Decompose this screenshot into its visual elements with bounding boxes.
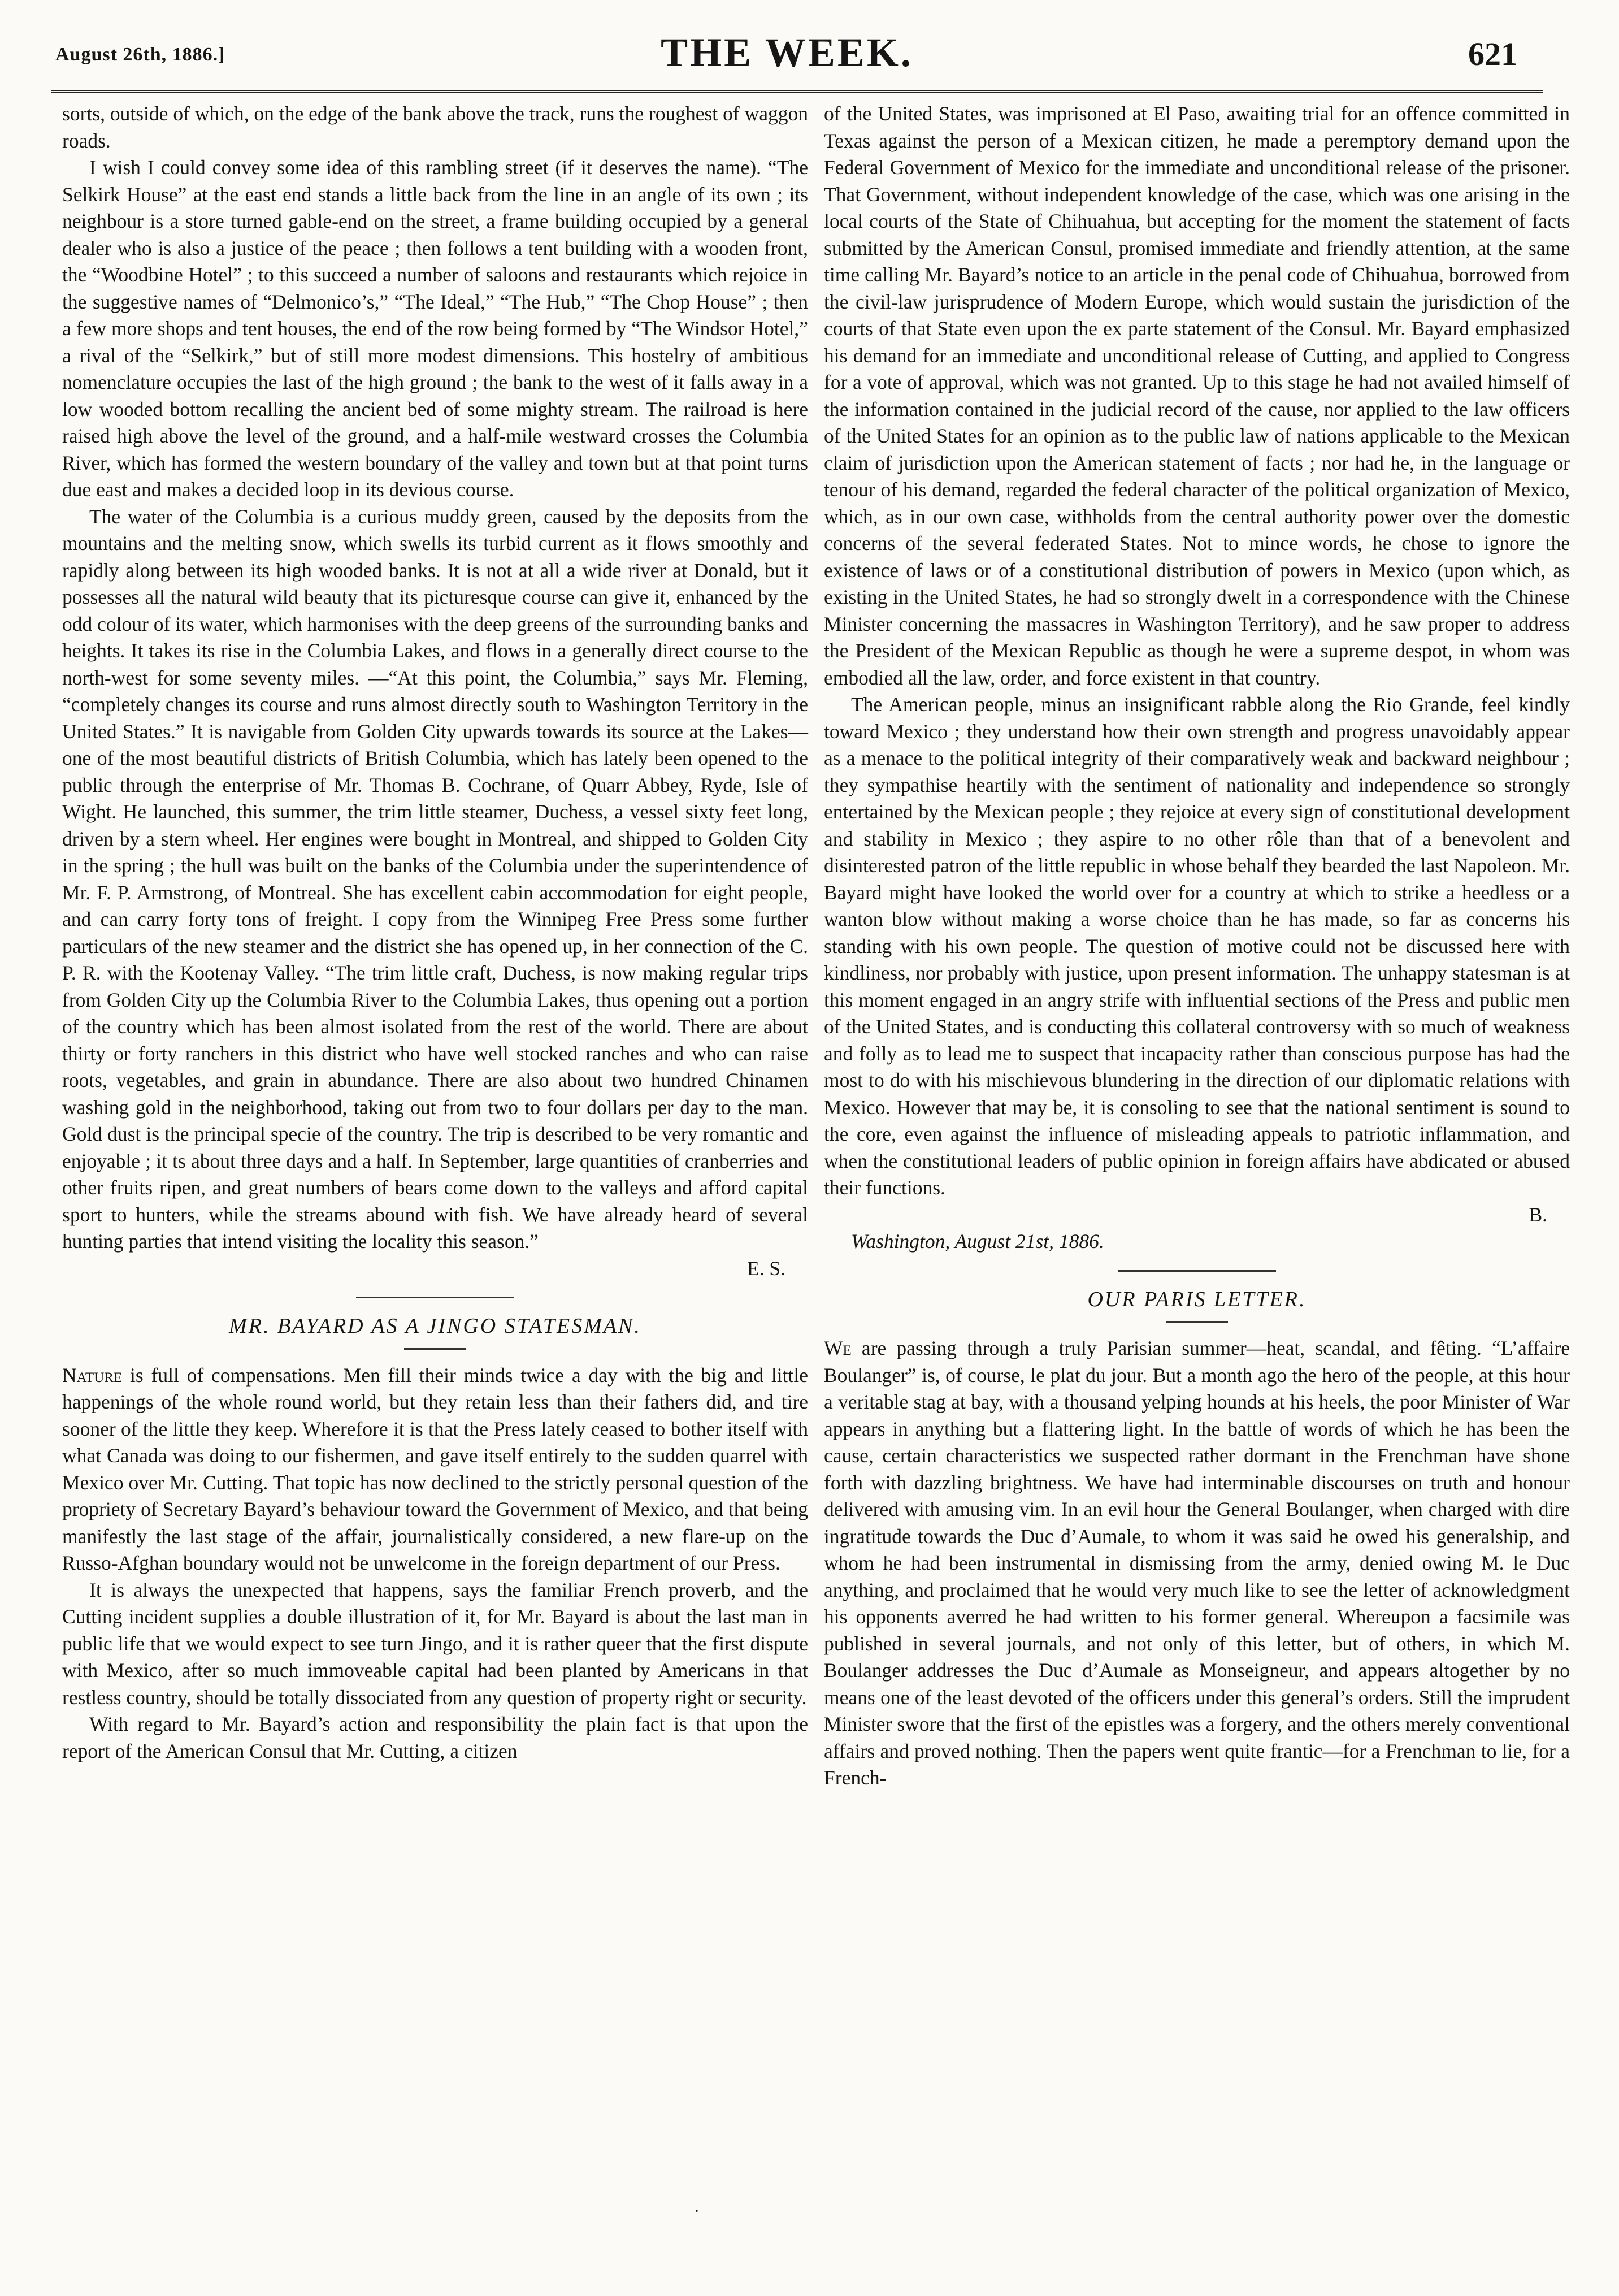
body-paragraph: I wish I could convey some idea of this rambling street (if it deserves the name). “The Selkirk House” at the east end stands a little back from the line in an angle of its own ; its neighbour is a store turned gable-end on the street, a frame building occupied by a general dealer who is also a justice of the peace ; then follows a tent building with a wooden front, the “Woodbine Hotel” ; to this succeed a number of saloons and restaurants which rejoice in the suggestive names of “Delmonico’s,” “The Ideal,” “The Hub,” “The Chop House” ; then a few more shops and tent houses, the end of the row being formed by “The Windsor Hotel,” a rival of the “Selkirk,” but of still more modest dimensions. This hostelry of ambitious nomenclature occupies the last of the high ground ; the bank to the west of it falls away in a low wooded bottom recalling the ancient bed of some mighty stream. The railroad is here raised high above the level of the ground, and a half-mile westward crosses the Columbia River, which has formed the western boundary of the valley and town but at that point turns due east and makes a decided loop in its devious course. xyxy=(62,156,808,501)
body-paragraph: The water of the Columbia is a curious muddy green, caused by the deposits from the mountains and the melting snow, which swells its turbid current as it flows smoothly and rapidly along between its high wooded banks. It is not at all a wide river at Donald, but it possesses all the natural wild beauty that its picturesque course can give it, enhanced by the odd colour of its water, which harmonises with the deep greens of the surrounding banks and heights. It takes its rise in the Columbia Lakes, and flows in a generally direct course to the north-west for some seventy miles. —“At this point, the Columbia,” says Mr. Fleming, “completely changes its course and runs almost directly south to Washington Territory in the United States.” It is navigable from Golden City upwards towards its source at the Lakes—one of the most beautiful districts of British Columbia, which has lately been opened to the public through the enterprise of Mr. Thomas B. Cochrane, of Quarr Abbey, Ryde, Isle of Wight. He launched, this summer, the trim little steamer, Duchess, a vessel sixty feet long, driven by a stern wheel. Her engines were bought in Montreal, and shipped to Golden City in the spring ; the hull was built on the banks of the Columbia under the superintendence of Mr. F. P. Armstrong, of Montreal. She has excellent cabin accommodation for eight people, and can carry forty tons of freight. I copy from the Winnipeg Free Press some further particulars of the new steamer and the district she has opened up, in her connection of the C. P. R. with the Kootenay Valley. “The trim little craft, Duchess, is now making regular trips from Golden City up the Columbia River to the Columbia Lakes, thus opening out a portion of the country which has been almost isolated from the rest of the world. There are about thirty or forty ranchers in this district who have well stocked ranches and who can raise roots, vegetables, and grain in abundance. There are also about two hundred Chinamen washing gold in the neighborhood, taking out from two to four dollars per day to the man. Gold dust is the principal specie of the country. The trip is described to be very romantic and enjoyable ; it ts about three days and a half. In September, large quantities of cranberries and other fruits ripen, and great numbers of bears come down to the valleys and afford capital sport to hunters, while the streams abound with fish. We have already heard of several hunting parties that intend visiting the locality this season.” xyxy=(62,505,808,1253)
header-rule xyxy=(51,90,1543,93)
article-signature: B. xyxy=(1529,1203,1547,1226)
body-paragraph xyxy=(62,1362,808,1577)
article-title: OUR PARIS LETTER. xyxy=(1087,1287,1307,1311)
printer-mark: · xyxy=(694,2202,700,2220)
title-rule xyxy=(1166,1321,1228,1323)
paragraph-text: is full of compensations. Men fill their minds twice a day with the big and little happenings of the whole round world, but they retain less than their fathers did, and tire sooner of the little they keep. Wherefore it is that the Press lately ceased to bother itself with what Canada was doing to our fishermen, and gave itself entirely to the sudden quarrel with Mexico over Mr. Cutting. That topic has now declined to the strictly personal question of the propriety of Secretary Bayard’s behaviour toward the Government of Mexico, and that being manifestly the last stage of the affair, journalistically considered, a new flare-up on the Russo-Afghan boundary would not be unwelcome in the foreign department of our Press. xyxy=(62,1363,808,1574)
body-paragraph: It is always the unexpected that happens, says the familiar French proverb, and the Cutting incident supplies a double illustration of it, for Mr. Bayard is about the last man in public life that we would expect to see turn Jingo, and it is rather queer that the first dispute with Mexico, after so much immoveable capital had been planted by Americans in that restless country, should be totally dissociated from any question of property right or security. xyxy=(62,1578,808,1709)
section-divider xyxy=(1118,1270,1276,1272)
body-paragraph xyxy=(824,1335,1570,1792)
paragraph-text: are passing through a truly Parisian summer—heat, scandal, and fêting. “L’affaire Boulanger” is, of course, le plat du jour. But a month ago the hero of the people, at this hour a veritable stag at bay, with a thousand yelping hounds at his heels, the poor Minister of War appears in anything but a flattering light. In the battle of words of which he has been the cause, certain characteristics we suspected rather dormant in the Frenchman have shone forth with dazzling brightness. We have had interminable discourses on truth and honour delivered with amusing vim. In an evil hour the General Boulanger, when charged with dire ingratitude towards the Duc d’Aumale, to whom it was said he owed his generalship, and whom he had been instrumental in dismissing from the army, denied owing M. le Duc anything, and proclaimed that he would very much like to see the letter of acknowledgment his opponents averred he had written to his former general. Whereupon a facsimile was published in several journals, and not only of this letter, but of others, in which M. Boulanger addresses the Duc d’Aumale as Monseigneur, and appears altogether by no means one of the least devoted of the officers under this general’s orders. Still the imprudent Minister swore that the first of the epistles was a forgery, and the others merely conventional affairs and proved nothing. Then the papers went quite frantic—for a Frenchman to lie, for a French- xyxy=(824,1337,1570,1789)
article-signature: E. S. xyxy=(746,1257,785,1280)
body-paragraph: sorts, outside of which, on the edge of the bank above the track, runs the roughest of waggon roads. xyxy=(62,102,808,152)
lead-word: Nature xyxy=(62,1363,123,1387)
lead-word: We xyxy=(824,1337,852,1359)
page-number: 621 xyxy=(1468,36,1517,72)
body-paragraph: The American people, minus an insignificant rabble along the Rio Grande, feel kindly toward Mexico ; they understand how their own strength and progress unavoidably appear as a menace to the political integrity of their comparatively weak and backward neighbour ; they sympathise heartily with the sentiment of nationality and independence so strongly entertained by the Mexican people ; they rejoice at every sign of constitutional development and stability in Mexico ; they aspire to no other rôle than that of a benevolent and disinterested patron of the little republic in whose behalf they bearded the last Napoleon. Mr. Bayard might have looked the world over for a country at which to strike a heedless or a wanton blow without making a worse choice than he has made, so far as concerns his standing with his own people. The question of motive could not be discussed here with kindliness, nor probably with justice, upon present information. The unhappy statesman is at this moment engaged in an angry strife with influential sections of the Press and public men of the United States, and is conducting this collateral controversy with so much of weakness and folly as to lead me to suspect that incapacity rather than conscious purpose has had the most to do with his mischievous blundering in the direction of our diplomatic relations with Mexico. However that may be, it is consoling to see that the national sentiment is sound to the core, even against the influence of misleading appeals to patriotic inflammation, and when the constitutional leaders of public opinion in foreign affairs have abdicated or abused their functions. xyxy=(824,693,1570,1199)
article-title: MR. BAYARD AS A JINGO STATESMAN. xyxy=(229,1314,641,1338)
page-header xyxy=(40,23,1534,90)
masthead-title: THE WEEK. xyxy=(661,30,913,75)
body-paragraph: With regard to Mr. Bayard’s action and responsibility the plain fact is that upon the report of the American Consul that Mr. Cutting, a citizen xyxy=(62,1713,808,1762)
body-paragraph: of the United States, was imprisoned at El Paso, awaiting trial for an offence committed in Texas against the person of a Mexican citizen, he made a peremptory demand upon the Federal Government of Mexico for the immediate and unconditional release of the prisoner. That Government, without independent knowledge of the case, which was one arising in the local courts of the State of Chihuahua, but accepting for the moment the statement of facts submitted by the American Consul, promised immediate and friendly attention, at the same time calling Mr. Bayard’s notice to an article in the penal code of Chihuahua, borrowed from the civil-law jurisprudence of Modern Europe, which would sustain the jurisdiction of the courts of that State even upon the ex parte statement of the Consul. Mr. Bayard emphasized his demand for an immediate and unconditional release of Cutting, and applied to Congress for a vote of approval, which was not granted. Up to this stage he had not availed himself of the information contained in the judicial record of the cause, nor applied to the law officers of the United States for an opinion as to the public law of nations applicable to the Mexican claim of jurisdiction upon the American statement of facts ; nor had he, in the language or tenour of his demand, regarded the federal character of the political organization of Mexico, which, as in our own case, withholds from the central authority power over the domestic concerns of the several federated States. Not to mince words, he chose to ignore the existence of laws or of a constitutional distribution of powers in Mexico (upon which, as existing in the United States, he had so strongly dwelt in a correspondence with the Chinese Minister concerning the massacres in Washington Territory), and he saw proper to address the President of the Mexican Republic as though he were a supreme despot, in whom was embodied all the law, order, and force existent in that country. xyxy=(824,102,1570,689)
title-rule xyxy=(404,1348,466,1350)
left-column xyxy=(62,101,808,1765)
right-column xyxy=(824,101,1570,1792)
dateline: Washington, August 21st, 1886. xyxy=(851,1230,1104,1253)
issue-date: August 26th, 1886.] xyxy=(55,44,225,65)
section-divider xyxy=(356,1297,514,1298)
